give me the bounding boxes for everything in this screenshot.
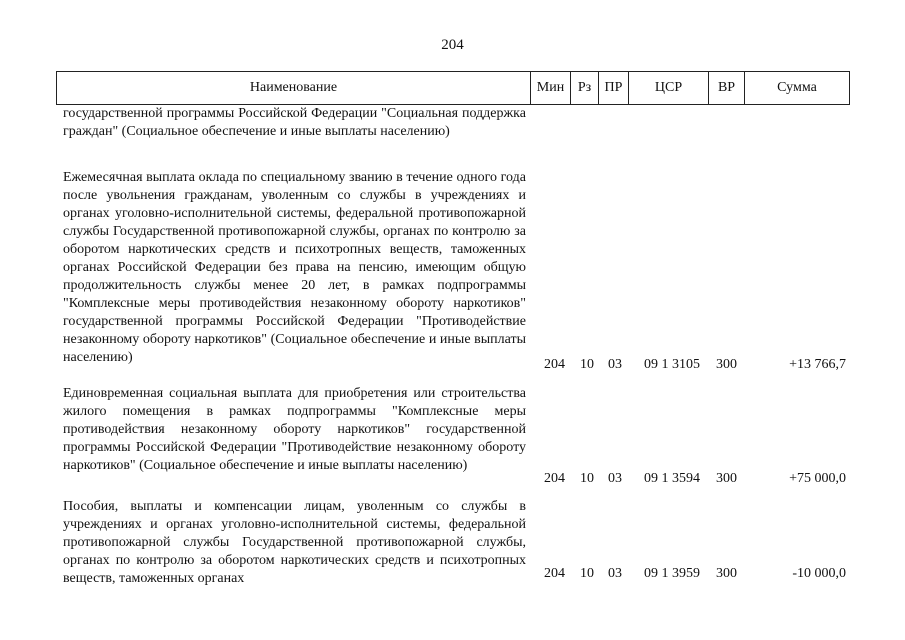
row-csr: 09 1 3105 bbox=[644, 357, 700, 372]
row-csr: 09 1 3594 bbox=[644, 471, 700, 486]
column-header-pr: ПР bbox=[598, 72, 628, 104]
row-vr: 300 bbox=[716, 357, 737, 372]
row-pr: 03 bbox=[608, 566, 622, 581]
column-header-rz: Рз bbox=[570, 72, 598, 104]
row-min: 204 bbox=[544, 357, 565, 372]
row-name: Ежемесячная выплата оклада по специальному званию в течение одного года после увольнения гражданам, уволенным со службы в учреждениях и органах уголовно-исполнительной системы, федеральной противопожарной службы Государственной противопожарной службы, органах по контролю за оборотом наркотических средств и психотропных веществ, таможенных органах Российской Федерации без права на пенсию, имеющим общую продолжительность службы менее 20 лет, в рамках подпрограммы "Комплексные меры противодействия незаконному обороту наркотиков" государственной программы Российской Федерации "Противодействие незаконному обороту наркотиков" (Социальное обеспечение и иные выплаты населению) bbox=[63, 170, 526, 365]
row-pr: 03 bbox=[608, 471, 622, 486]
row-sum: +75 000,0 bbox=[789, 471, 846, 486]
column-header-min: Мин bbox=[530, 72, 570, 104]
row-min: 204 bbox=[544, 471, 565, 486]
column-header-vr: ВР bbox=[708, 72, 744, 104]
column-header-name: Наименование bbox=[56, 72, 530, 104]
table-header bbox=[56, 71, 850, 105]
row-min: 204 bbox=[544, 566, 565, 581]
column-header-csr: ЦСР bbox=[628, 72, 708, 104]
row-vr: 300 bbox=[716, 471, 737, 486]
row-rz: 10 bbox=[580, 566, 594, 581]
row-name: государственной программы Российской Федерации "Социальная поддержка граждан" (Социальное обеспечение и иные выплаты населению) bbox=[63, 106, 526, 139]
column-header-sum: Сумма bbox=[744, 72, 850, 104]
row-pr: 03 bbox=[608, 357, 622, 372]
row-csr: 09 1 3959 bbox=[644, 566, 700, 581]
row-rz: 10 bbox=[580, 471, 594, 486]
page-number: 204 bbox=[441, 37, 464, 53]
row-name: Пособия, выплаты и компенсации лицам, уволенным со службы в учреждениях и органах уголовно-исполнительной системы, федеральной противопожарной службы Государственной противопожарной службы, органах по контролю за оборотом наркотических средств и психотропных веществ, таможенных органах bbox=[63, 499, 526, 586]
row-vr: 300 bbox=[716, 566, 737, 581]
row-sum: -10 000,0 bbox=[792, 566, 846, 581]
row-sum: +13 766,7 bbox=[789, 357, 846, 372]
row-name: Единовременная социальная выплата для приобретения или строительства жилого помещения в рамках подпрограммы "Комплексные меры противодействия незаконному обороту наркотиков" государственной программы Российской Федерации "Противодействие незаконному обороту наркотиков" (Социальное обеспечение и иные выплаты населению) bbox=[63, 386, 526, 473]
row-rz: 10 bbox=[580, 357, 594, 372]
